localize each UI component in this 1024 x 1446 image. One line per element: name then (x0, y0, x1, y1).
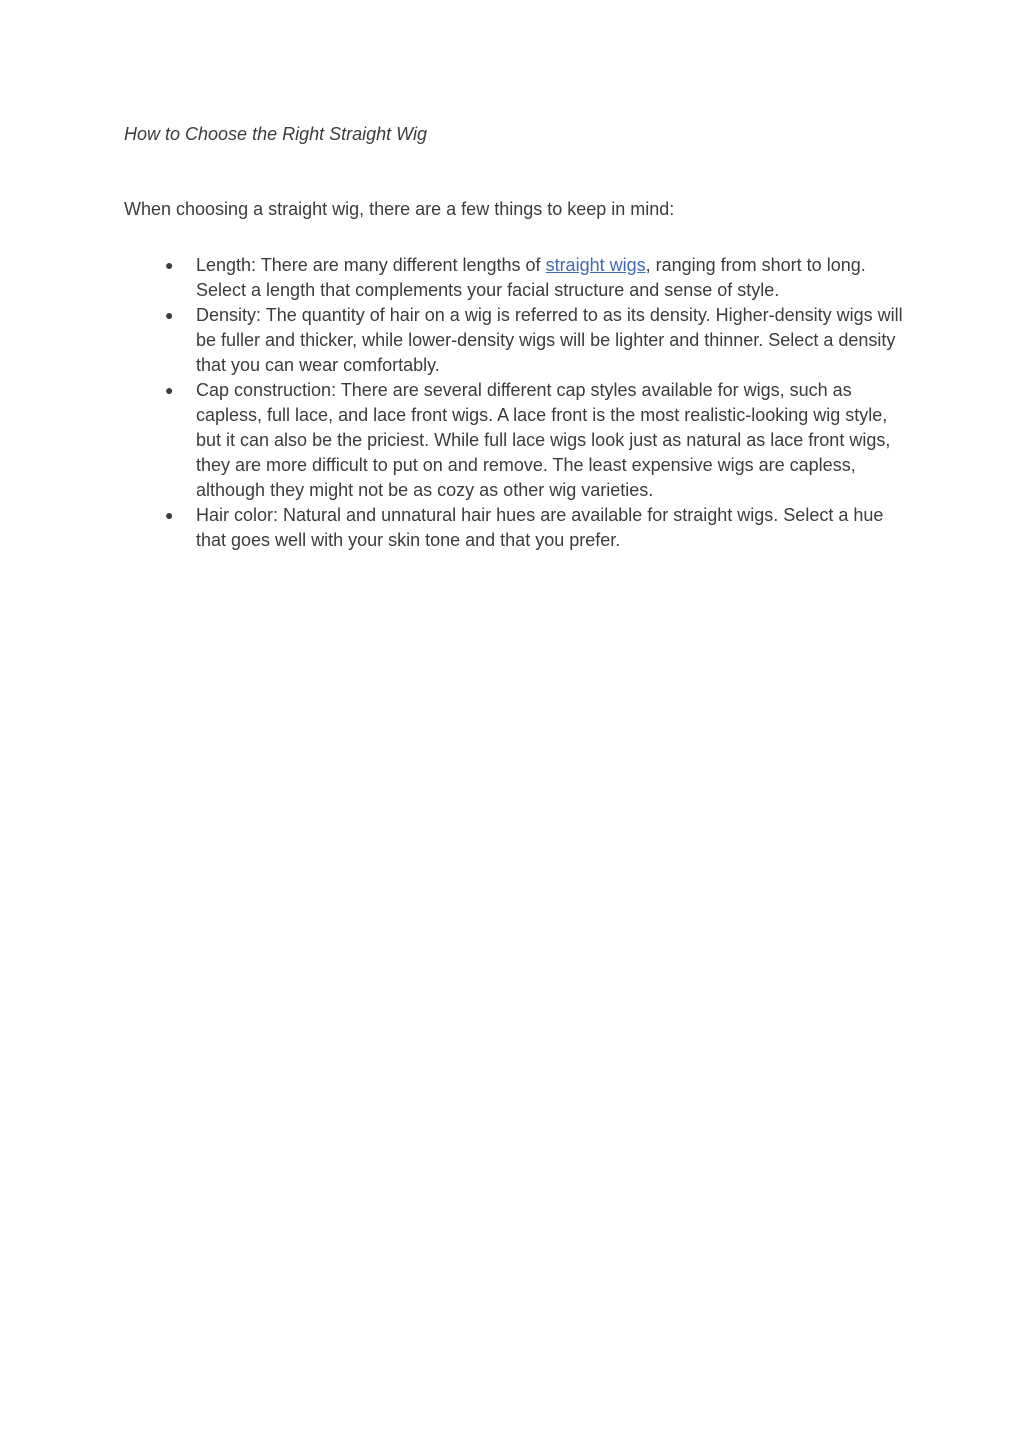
list-item-text-after-link: , ranging from short to long. Select a length that complements your facial structure and sense of style. (196, 255, 866, 300)
list-item-text (196, 253, 914, 303)
bullet-icon: ● (165, 382, 174, 398)
list-item-density (124, 303, 914, 378)
list-item-text: Hair color: Natural and unnatural hair hues are available for straight wigs. Select a hue that goes well with your skin tone and that you prefer. (196, 505, 884, 550)
list-item-text-before-link: Length: There are many different lengths of (196, 255, 546, 275)
straight-wigs-link[interactable]: straight wigs (545, 255, 646, 275)
document-title: How to Choose the Right Straight Wig (124, 124, 427, 144)
list-item-length (124, 253, 914, 303)
list-item-cap-construction (124, 378, 914, 503)
list-item-text: Density: The quantity of hair on a wig is referred to as its density. Higher-density wigs will be fuller and thicker, while lower-density wigs will be lighter and thinner. Select a density that you can wear comfortably. (196, 305, 903, 375)
bullet-icon: ● (165, 507, 174, 523)
bullet-list (124, 253, 914, 553)
list-item-hair-color (124, 503, 914, 553)
list-item-text: Cap construction: There are several different cap styles available for wigs, such as capless, full lace, and lace front wigs. A lace front is the most realistic-looking wig style, but it can also be the priciest. While full lace wigs look just as natural as lace front wigs, they are more difficult to put on and remove. The least expensive wigs are capless, although they might not be as cozy as other wig varieties. (196, 380, 891, 500)
bullet-icon: ● (165, 257, 174, 273)
intro-paragraph: When choosing a straight wig, there are a few things to keep in mind: (124, 199, 675, 219)
bullet-icon: ● (165, 307, 174, 323)
